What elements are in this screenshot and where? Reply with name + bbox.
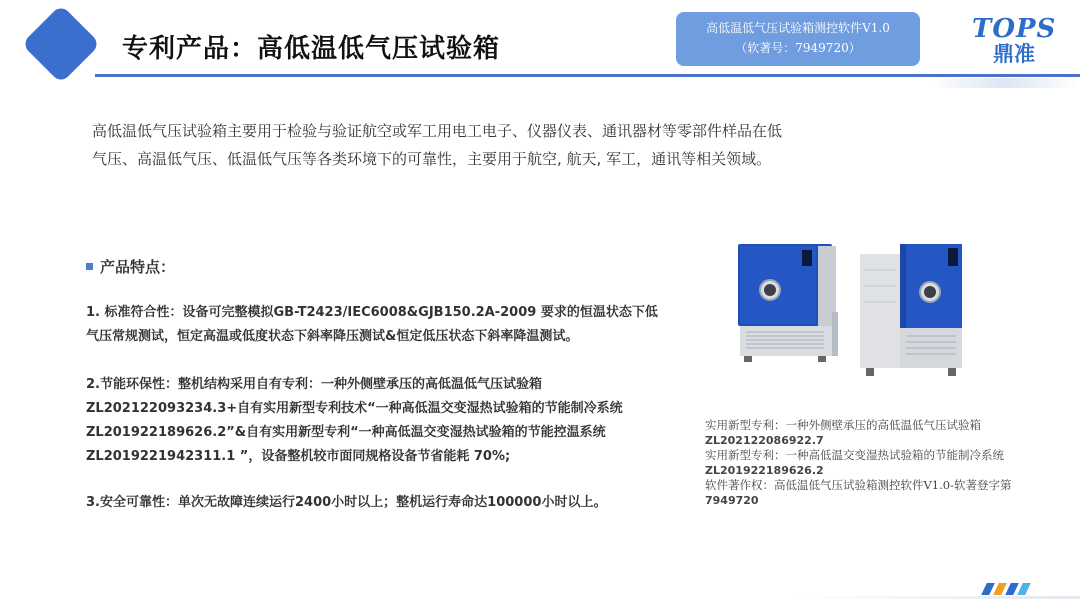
features-heading [86, 256, 175, 277]
features-heading-text: 产品特点： [100, 258, 176, 276]
logo-shadow [930, 78, 1080, 88]
software-badge [676, 12, 920, 66]
bullet-square-icon [86, 263, 93, 270]
header-divider [95, 74, 1080, 77]
caption-copyright-label: 软件著作权：高低温低气压试验箱测控软件V1.0-软著登字第 [705, 478, 1012, 492]
company-logo [972, 16, 1056, 66]
feature-reliability: 3.安全可靠性：单次无故障连续运行2400小时以上；整机运行寿命达100000小时以上。 [86, 495, 607, 510]
footer-stripes-decoration [984, 583, 1028, 595]
page-title: 专利产品：高低温低气压试验箱 [122, 34, 501, 64]
feature-standard: 1. 标准符合性：设备可完整模拟GB-T2423/IEC6008&GJB150.2A-2009 要求的恒温状态下低气压常规测试，恒定高温或低度状态下斜率降压测试&恒定低压状态下斜率降温测试。 [86, 305, 658, 344]
caption-copyright-number: 7949720 [705, 494, 759, 507]
caption-patent2-label: 实用新型专利：一种高低温交变湿热试验箱的节能制冷系统 [705, 448, 1004, 462]
caption-patent1-label: 实用新型专利：一种外侧壁承压的高低温低气压试验箱 [705, 418, 981, 432]
footer-stripe [1017, 583, 1031, 595]
caption-patent2-number: ZL201922189626.2 [705, 464, 824, 477]
software-registration: （软著号：7949720） [735, 41, 861, 55]
test-chamber-front-image [734, 240, 842, 368]
patent-captions [705, 418, 1045, 508]
caption-patent1-number: ZL202122086922.7 [705, 434, 824, 447]
logo-diamond-icon [21, 4, 100, 83]
footer-divider [790, 596, 1080, 599]
feature-energy-saving: 2.节能环保性：整机结构采用自有专利：一种外侧壁承压的高低温低气压试验箱ZL202122093234.3+自有实用新型专利技术“一种高低温交变湿热试验箱的节能制冷系统ZL201922189626.2”&自有实用新型专利“一种高低温交变湿热试验箱的节能控温系统ZL2019221942311.1 ”，设备整机较市面同规格设备节省能耗 70%; [86, 377, 623, 464]
test-chamber-side-image [858, 240, 966, 380]
logo-tops-text: TOPS [972, 14, 1057, 44]
intro-paragraph: 高低温低气压试验箱主要用于检验与验证航空或军工用电工电子、仪器仪表、通讯器材等零部件样品在低气压、高温低气压、低温低气压等各类环境下的可靠性，主要用于航空, 航天, 军工，通讯等相关领域。 [92, 122, 783, 168]
software-name: 高低温低气压试验箱测控软件V1.0 [706, 21, 890, 35]
logo-cn-text: 鼎准 [993, 42, 1035, 66]
